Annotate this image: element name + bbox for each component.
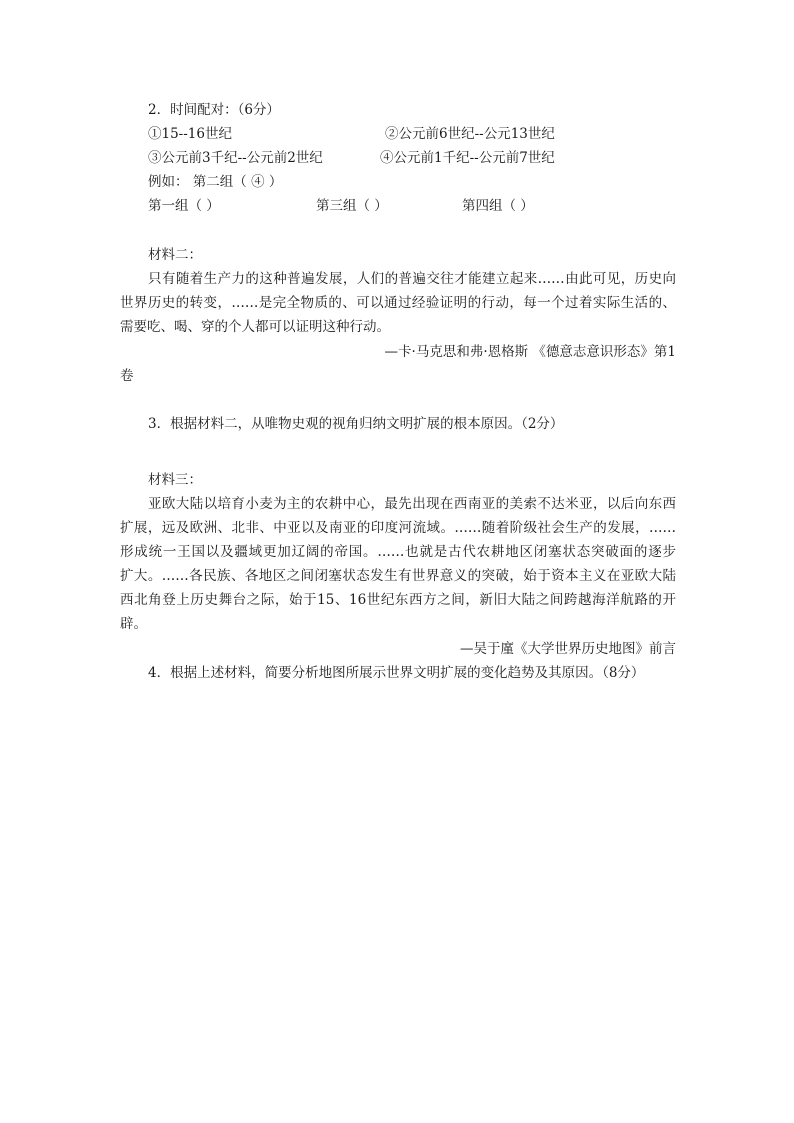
- material2-heading: 材料二：: [148, 247, 202, 263]
- material2-line-3: 需要吃、喝、穿的个人都可以证明这种行动。: [120, 319, 390, 335]
- material3-heading: 材料三：: [148, 472, 202, 488]
- q2-group-3: 第三组（ ）: [316, 198, 388, 214]
- q2-example: 例如： 第二组（ ④ ）: [148, 174, 283, 190]
- material3-line-6: 辟。: [120, 616, 147, 632]
- material3-line-2: 扩展，远及欧洲、北非、中亚以及南亚的印度河流域。……随着阶级社会生产的发展，……: [120, 520, 676, 536]
- q4-text: 4．根据上述材料，简要分析地图所展示世界文明扩展的变化趋势及其原因。（8分）: [148, 665, 645, 681]
- q2-option-4: ④公元前1千纪--公元前7世纪: [380, 150, 555, 166]
- material3-line-3: 形成统一王国以及疆域更加辽阔的帝国。……也就是古代农耕地区闭塞状态突破面的逐步: [120, 544, 676, 560]
- q2-option-3: ③公元前3千纪--公元前2世纪: [148, 150, 323, 166]
- q2-option-1: ①15--16世纪: [148, 126, 232, 142]
- q2-option-2: ②公元前6世纪--公元13世纪: [385, 126, 555, 142]
- material3-line-5: 西北角登上历史舞台之际，始于15、16世纪东西方之间，新旧大陆之间跨越海洋航路的开: [120, 592, 676, 608]
- q2-group-1: 第一组（ ）: [148, 198, 220, 214]
- q2-group-4: 第四组（ ）: [462, 198, 534, 214]
- material2-source: —卡·马克思和弗·恩格斯 《德意志意识形态》第1: [384, 344, 676, 360]
- material2-line-2: 世界历史的转变，……是完全物质的、可以通过经验证明的行动，每一个过着实际生活的、: [120, 295, 676, 311]
- material3-source: —吴于廑《大学世界历史地图》前言: [460, 641, 676, 657]
- material2-line-1: 只有随着生产力的这种普遍发展，人们的普遍交往才能建立起来……由此可见，历史向: [148, 271, 676, 287]
- material3-line-1: 亚欧大陆以培育小麦为主的农耕中心，最先出现在西南亚的美索不达米亚，以后向东西: [148, 496, 676, 512]
- material2-source-cont: 卷: [120, 368, 134, 384]
- material3-line-4: 扩大。……各民族、各地区之间闭塞状态发生有世界意义的突破，始于资本主义在亚欧大陆: [120, 568, 676, 584]
- q3-text: 3．根据材料二，从唯物史观的视角归纳文明扩展的根本原因。（2分）: [148, 416, 564, 432]
- q2-title: 2．时间配对：（6分）: [148, 102, 280, 118]
